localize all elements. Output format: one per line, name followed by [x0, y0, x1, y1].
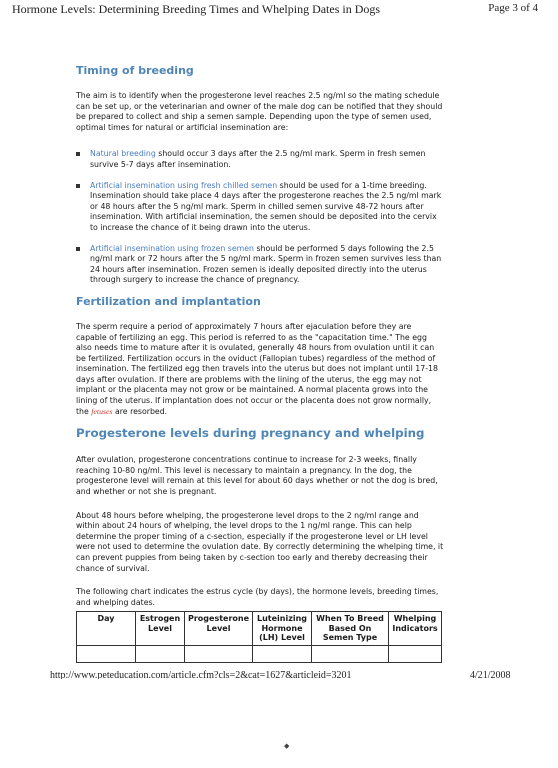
scan-speck-icon: ◆: [284, 742, 290, 750]
column-header-estrogen: Estrogen Level: [136, 612, 185, 646]
fertilization-text-end: are resorbed.: [112, 406, 168, 416]
list-item-text: should occur 3 days after the 2.5 ng/ml mark. Sperm in fresh semen survive 5-7 days after insemination.: [90, 149, 426, 169]
column-header-progesterone: Progesterone Level: [185, 612, 253, 646]
list-item: [76, 244, 444, 286]
fertilization-text: The sperm require a period of approximately 7 hours after ejaculation before they are capable of fertilizing an egg. This period is referred to as the "capacitation time." The egg also needs time to mature after it is ovulated, generally 48 hours from ovulation until it can be fertilized. Fertilization occurs in the oviduct (Fallopian tubes) regardless of the method of insemination. The fertilized egg then travels into the uterus but does not implant until 17-18 days after ovulation. If there are problems with the lining of the uterus, the egg may not implant or the placenta may not grow or be maintained. A normal placenta grows into the lining of the uterus. If implantation does not occur or the placenta does not grow normally, the: [76, 321, 438, 416]
progesterone-heading: Progesterone levels during pregnancy and whelping: [76, 426, 425, 441]
column-header-lh: Luteinizing Hormone (LH) Level: [253, 612, 312, 646]
page-header-title: Hormone Levels: Determining Breeding Times and Whelping Dates in Dogs: [12, 2, 381, 16]
article-content: [76, 64, 444, 608]
table-cell: [389, 645, 442, 662]
page-number: Page 3 of 4: [488, 2, 538, 14]
progesterone-p2: About 48 hours before whelping, the progesterone level drops to the 2 ng/ml range and within about 24 hours of whelping, the level drops to the 1 ng/ml range. This can help determine the proper timing of a c-section, especially if the progesterone level or LH level were not used to determine the ovulation date. By correctly determining the whelping time, it can prevent puppies from being taken by c-section too early and thereby decreasing their chance of survival.: [76, 510, 444, 573]
column-header-whelping: Whelping Indicators: [389, 612, 442, 646]
breeding-list: [76, 149, 444, 286]
column-header-when-to-breed: When To Breed Based On Semen Type: [312, 612, 389, 646]
fertilization-heading: Fertilization and implantation: [76, 294, 261, 308]
table-cell: [185, 645, 253, 662]
list-item: [76, 149, 444, 170]
bullet-icon: [76, 152, 80, 156]
bullet-icon: [76, 184, 80, 188]
fertilization-body: [76, 322, 444, 417]
natural-breeding-link[interactable]: Natural breeding: [90, 149, 156, 159]
timing-heading: Timing of breeding: [76, 64, 194, 77]
bullet-icon: [76, 247, 80, 251]
chart-intro: The following chart indicates the estrus cycle (by days), the hormone levels, breeding times, and whelping dates.: [76, 587, 439, 607]
footer-url: http://www.peteducation.com/article.cfm?cls=2&cat=1627&articleid=3201: [50, 670, 352, 679]
table-header-row: [77, 612, 442, 646]
frozen-semen-link[interactable]: Artificial insemination using frozen semen: [90, 243, 255, 253]
table-cell: [136, 645, 185, 662]
estrus-cycle-table: [76, 611, 442, 663]
fetuses-link[interactable]: fetuses: [91, 406, 113, 416]
table-row: [77, 645, 442, 662]
table-cell: [77, 645, 136, 662]
timing-intro: The aim is to identify when the progesterone level reaches 2.5 ng/ml so the mating schedule can be set up, or the veterinarian and owner of the male dog can be notified that they should be prepared to collect and ship a semen sample. Depending upon the type of semen used, optimal times for natural or artificial insemination are:: [76, 91, 443, 132]
column-header-day: Day: [77, 612, 136, 646]
list-item-text: should be used for a 1-time breeding. Insemination should take place 4 days after the progesterone reaches the 2.5 ng/ml mark or 48 hours after the 5 ng/ml mark. Sperm in chilled semen survive 48-72 hours after insemination. With artificial insemination, the semen should be deposited into the cervix to increase the chance of it being drawn into the uterus.: [90, 180, 442, 232]
progesterone-p1: After ovulation, progesterone concentrations continue to increase for 2-3 weeks, finally reaching 10-80 ng/ml. This level is necessary to maintain a pregnancy. In the dog, the progesterone level will remain at this level for about 60 days whether or not the dog is bred, and whether or not she is pregnant.: [76, 455, 438, 497]
fresh-chilled-semen-link[interactable]: Artificial insemination using fresh chilled semen: [90, 180, 278, 190]
list-item-text: should be performed 5 days following the 2.5 ng/ml mark or 72 hours after the 5 ng/ml mark. Sperm in frozen semen survives less than 24 hours after insemination. Frozen semen is ideally deposited directly into the uterus through surgery to increase the chance of pregnancy.: [90, 243, 442, 285]
footer-date: 4/21/2008: [470, 670, 511, 681]
list-item: [76, 181, 444, 234]
table-cell: [253, 645, 312, 662]
table-cell: [312, 645, 389, 662]
